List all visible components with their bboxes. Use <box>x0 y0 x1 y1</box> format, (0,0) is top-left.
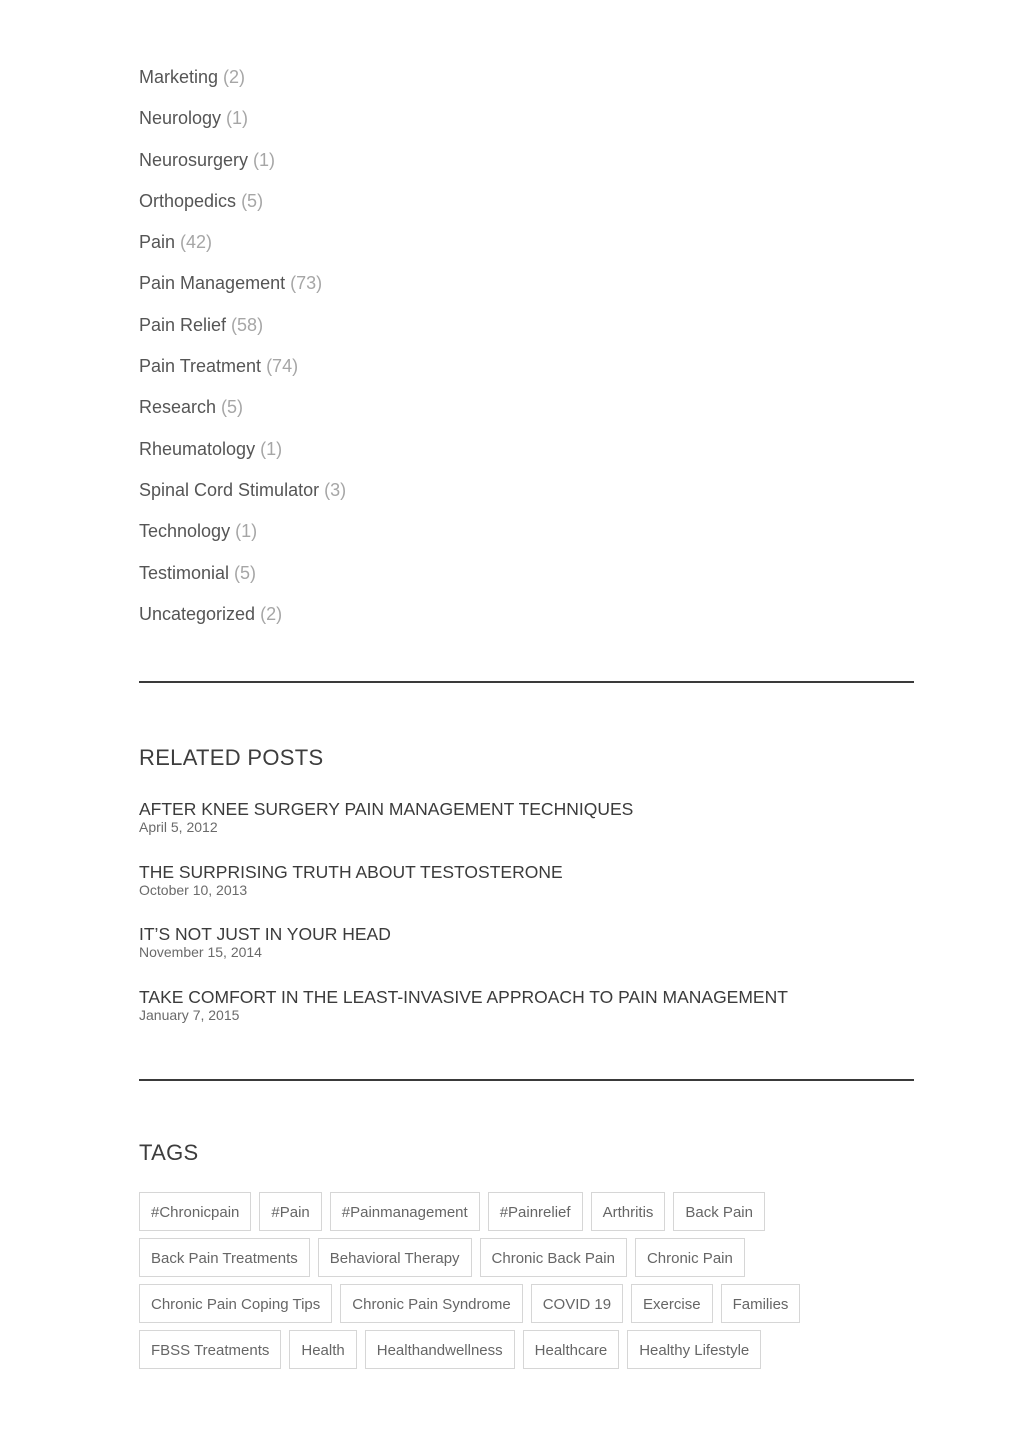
related-post-title-link[interactable]: AFTER KNEE SURGERY PAIN MANAGEMENT TECHNIQUES <box>139 799 634 819</box>
category-count: (1) <box>235 521 258 542</box>
tag-link[interactable]: FBSS Treatments <box>139 1330 281 1369</box>
tag-link[interactable]: Back Pain <box>673 1192 765 1231</box>
related-post-date: October 10, 2013 <box>139 881 248 898</box>
category-count: (3) <box>324 479 347 500</box>
category-link[interactable]: Testimonial <box>139 562 230 583</box>
tag-link[interactable]: Health <box>289 1330 356 1369</box>
tag-link[interactable]: COVID 19 <box>531 1284 623 1323</box>
category-link[interactable]: Pain Treatment <box>139 356 262 377</box>
tag-link[interactable]: Healthandwellness <box>365 1330 515 1369</box>
related-post <box>139 923 914 986</box>
category-item <box>139 266 914 307</box>
related-post-date: November 15, 2014 <box>139 944 262 961</box>
tag-link[interactable]: Families <box>721 1284 801 1323</box>
related-post-title-link[interactable]: THE SURPRISING TRUTH ABOUT TESTOSTERONE <box>139 861 563 882</box>
category-count: (5) <box>221 397 244 418</box>
section-divider <box>139 1079 914 1081</box>
category-count: (1) <box>253 149 276 170</box>
tag-link[interactable]: #Painrelief <box>488 1192 583 1231</box>
tag-link[interactable]: #Pain <box>259 1192 321 1231</box>
category-link[interactable]: Pain Management <box>139 273 286 294</box>
category-link[interactable]: Neurology <box>139 108 222 129</box>
tag-link[interactable]: Exercise <box>631 1284 713 1323</box>
category-link[interactable]: Orthopedics <box>139 190 237 211</box>
category-count: (42) <box>180 232 213 253</box>
tag-link[interactable]: Back Pain Treatments <box>139 1238 310 1277</box>
related-post-title-link[interactable]: TAKE COMFORT IN THE LEAST-INVASIVE APPROACH TO PAIN MANAGEMENT <box>139 987 788 1008</box>
related-post-date: January 7, 2015 <box>139 1007 240 1024</box>
category-link[interactable]: Neurosurgery <box>139 149 249 170</box>
category-count: (73) <box>290 273 323 294</box>
category-link[interactable]: Rheumatology <box>139 438 256 459</box>
category-count: (1) <box>226 108 249 129</box>
category-count: (58) <box>231 314 264 335</box>
tag-link[interactable]: Arthritis <box>591 1192 666 1231</box>
related-post-date: April 5, 2012 <box>139 819 218 835</box>
category-item <box>139 225 914 266</box>
related-post <box>139 986 914 1049</box>
category-link[interactable]: Uncategorized <box>139 603 256 624</box>
section-divider <box>139 681 914 683</box>
category-link[interactable]: Pain Relief <box>139 314 227 335</box>
category-link[interactable]: Pain <box>139 232 176 253</box>
category-count: (74) <box>266 356 299 377</box>
related-posts-list <box>139 798 914 1049</box>
category-link[interactable]: Spinal Cord Stimulator <box>139 479 320 500</box>
category-count: (2) <box>260 603 283 624</box>
tag-link[interactable]: Behavioral Therapy <box>318 1238 472 1277</box>
category-item <box>139 184 914 225</box>
tag-cloud <box>139 1192 919 1369</box>
tags-heading: TAGS <box>139 1140 199 1165</box>
category-count: (5) <box>234 562 257 583</box>
tag-link[interactable]: Chronic Pain <box>635 1238 745 1277</box>
related-post-title-link[interactable]: IT’S NOT JUST IN YOUR HEAD <box>139 924 391 945</box>
category-item <box>139 143 914 184</box>
tag-link[interactable]: #Chronicpain <box>139 1192 251 1231</box>
category-count: (2) <box>223 67 246 87</box>
category-count: (1) <box>260 438 283 459</box>
tag-link[interactable]: Chronic Pain Coping Tips <box>139 1284 332 1323</box>
tag-link[interactable]: Chronic Pain Syndrome <box>340 1284 522 1323</box>
category-item <box>139 473 914 514</box>
category-list <box>139 60 914 638</box>
category-item <box>139 390 914 431</box>
category-count: (5) <box>241 190 264 211</box>
category-link[interactable]: Marketing <box>139 67 219 87</box>
category-item <box>139 514 914 555</box>
related-post <box>139 861 914 924</box>
category-link[interactable]: Research <box>139 397 217 418</box>
category-item <box>139 597 914 638</box>
tag-cloud-viewport <box>139 1192 919 1376</box>
category-item <box>139 432 914 473</box>
related-post <box>139 798 914 861</box>
tag-link[interactable]: Healthy Lifestyle <box>627 1330 761 1369</box>
category-item <box>139 556 914 597</box>
tag-link[interactable]: Healthcare <box>523 1330 620 1369</box>
related-posts-heading: RELATED POSTS <box>139 745 324 770</box>
category-item <box>139 349 914 390</box>
category-item <box>139 308 914 349</box>
category-item <box>139 101 914 142</box>
category-item <box>139 60 914 101</box>
tag-link[interactable]: #Painmanagement <box>330 1192 480 1231</box>
tag-link[interactable]: Chronic Back Pain <box>480 1238 627 1277</box>
categories-widget <box>139 60 914 638</box>
category-link[interactable]: Technology <box>139 521 231 542</box>
